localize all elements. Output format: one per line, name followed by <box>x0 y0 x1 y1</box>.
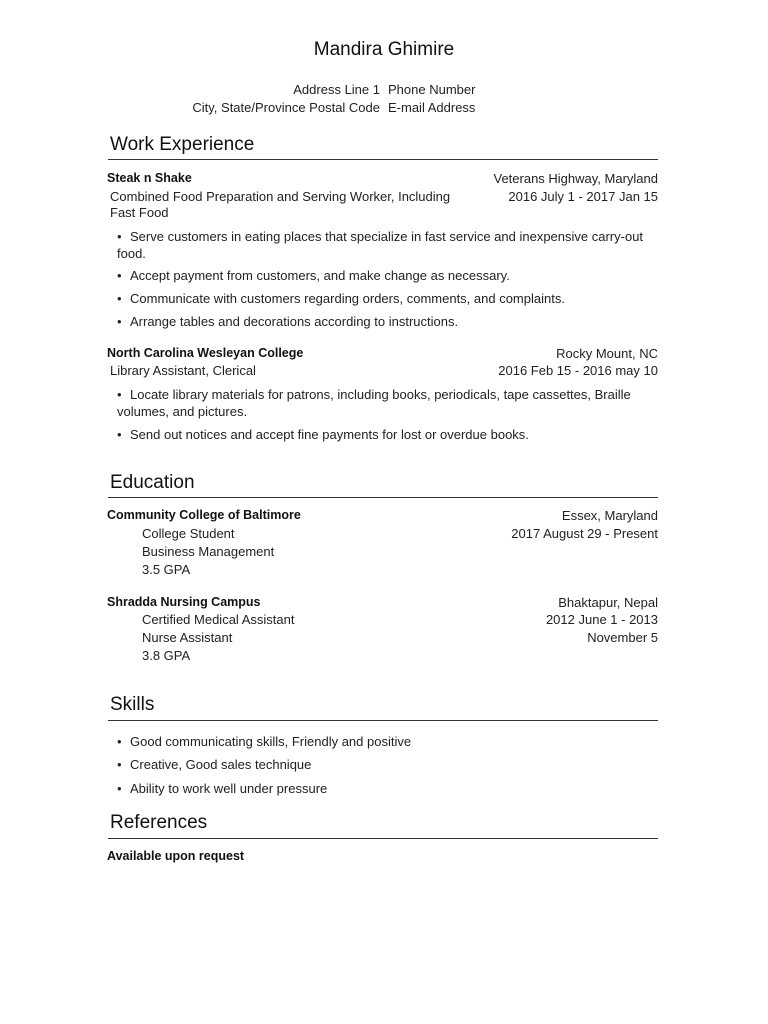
edu-detail: College Student <box>142 526 235 541</box>
bullet-icon: • <box>117 268 122 283</box>
edu-detail: Nurse Assistant <box>142 630 233 645</box>
section-divider <box>108 720 658 721</box>
work-dates-2: 2016 Feb 15 - 2016 may 10 <box>498 363 658 378</box>
list-item: • Creative, Good sales technique <box>117 757 312 772</box>
work-role-2: Library Assistant, Clerical <box>110 363 256 378</box>
edu-dates-2-line1: 2012 June 1 - 2013 <box>545 612 658 627</box>
work-location-2: Rocky Mount, NC <box>556 346 658 361</box>
email-address: E-mail Address <box>388 100 476 115</box>
section-title-skills: Skills <box>110 694 155 715</box>
bullet-icon: • <box>117 229 122 244</box>
bullet-icon: • <box>117 387 122 402</box>
bullet-icon: • <box>117 314 122 329</box>
list-item: • Communicate with customers regarding orders, comments, and complaints. <box>117 291 565 306</box>
list-item: • Arrange tables and decorations according to instructions. <box>117 314 459 329</box>
edu-detail: Certified Medical Assistant <box>142 612 295 627</box>
bullet-icon: • <box>117 291 122 306</box>
work-role-1-line1: Combined Food Preparation and Serving Worker, Including <box>110 189 451 204</box>
edu-location-1: Essex, Maryland <box>561 508 658 523</box>
list-item: • Send out notices and accept fine payments for lost or overdue books. <box>117 427 529 442</box>
section-divider <box>108 838 658 839</box>
work-org-1: Steak n Shake <box>107 171 192 185</box>
candidate-name: Mandira Ghimire <box>313 39 455 60</box>
list-item: • Good communicating skills, Friendly and positive <box>117 734 412 749</box>
references-text: Available upon request <box>107 849 245 863</box>
section-divider <box>108 497 658 498</box>
edu-org-1: Community College of Baltimore <box>107 508 301 522</box>
work-dates-1: 2016 July 1 - 2017 Jan 15 <box>508 189 658 204</box>
edu-dates-2-line2: November 5 <box>587 630 658 645</box>
section-title-references: References <box>110 812 208 833</box>
section-title-work: Work Experience <box>110 134 255 155</box>
work-org-2: North Carolina Wesleyan College <box>107 346 304 360</box>
section-divider <box>108 159 658 160</box>
edu-gpa: 3.8 GPA <box>142 648 191 663</box>
phone-number: Phone Number <box>388 82 476 97</box>
list-item: • Locate library materials for patrons, including books, periodicals, tape cassettes, Braille volumes, and pictures. <box>117 387 631 419</box>
edu-detail: Business Management <box>142 544 275 559</box>
list-item: • Serve customers in eating places that specialize in fast service and inexpensive carry-out food. <box>117 229 644 261</box>
edu-location-2: Bhaktapur, Nepal <box>558 595 658 610</box>
list-item: • Ability to work well under pressure <box>117 781 328 796</box>
bullet-icon: • <box>117 757 122 772</box>
edu-gpa: 3.5 GPA <box>142 562 191 577</box>
list-item: • Accept payment from customers, and make change as necessary. <box>117 268 510 283</box>
bullet-icon: • <box>117 781 122 796</box>
city-state-postal: City, State/Province Postal Code <box>192 100 380 115</box>
bullet-icon: • <box>117 734 122 749</box>
work-role-1-line2: Fast Food <box>110 205 169 220</box>
address-line-1: Address Line 1 <box>293 82 380 97</box>
section-title-education: Education <box>110 472 195 493</box>
work-location-1: Veterans Highway, Maryland <box>493 171 658 186</box>
bullet-icon: • <box>117 427 122 442</box>
edu-dates-1: 2017 August 29 - Present <box>511 526 658 541</box>
edu-org-2: Shradda Nursing Campus <box>107 595 261 609</box>
